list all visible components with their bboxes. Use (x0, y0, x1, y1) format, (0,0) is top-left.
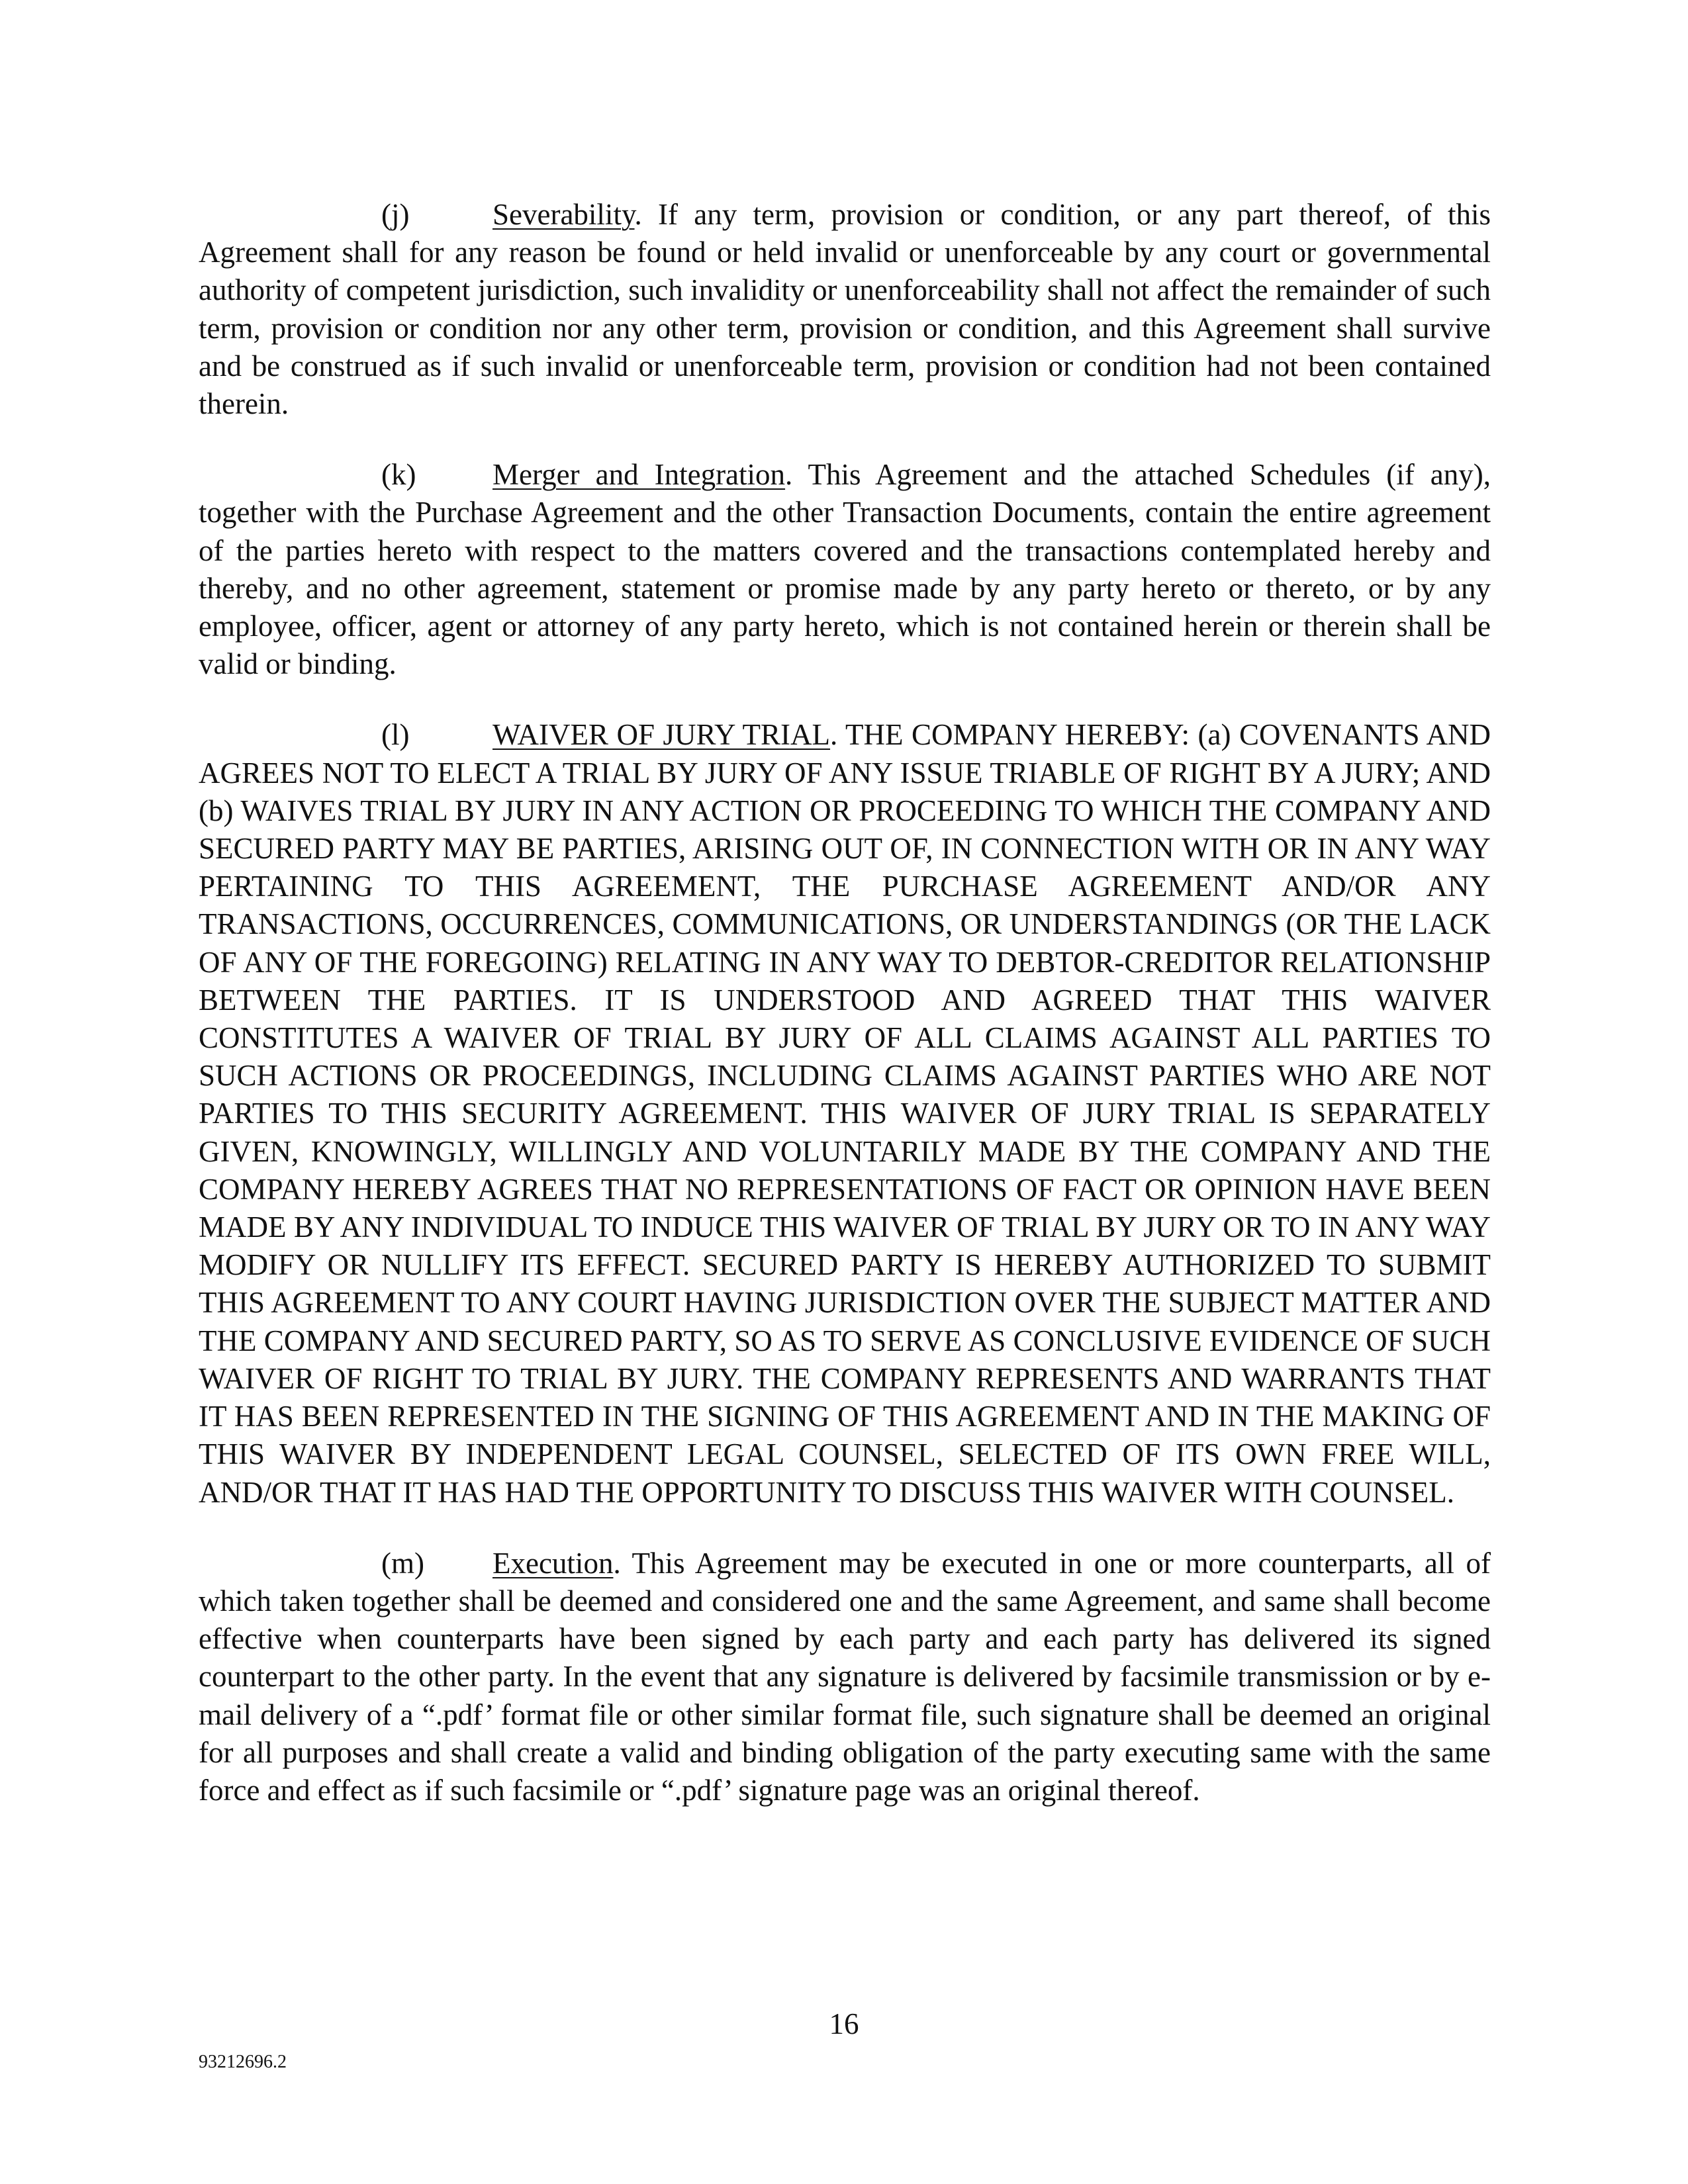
section-heading: Merger and Integration (492, 458, 786, 492)
page-number: 16 (829, 2007, 859, 2040)
section-j (199, 196, 1491, 423)
section-heading: Severability (492, 198, 635, 231)
section-body: . If any term, provision or condition, or any part thereof, of this Agreement shall for any reason be found or held invalid or unenforceable by any court or governmental authority of competent jurisdiction, such invalidity or unenforceability shall not affect the remainder of such term, provision or condition nor any other term, provision or condition, and this Agreement shall survive and be construed as if such invalid or unenforceable term, provision or condition had not been contained therein. (199, 198, 1491, 421)
section-heading: Execution (492, 1546, 614, 1580)
section-number: (k) (381, 458, 416, 492)
section-l (199, 716, 1491, 1511)
section-number: (m) (381, 1546, 424, 1580)
section-body: . This Agreement and the attached Schedules (if any), together with the Purchase Agreement and the other Transaction Documents, contain the entire agreement of the parties hereto with respect to the matters covered and the transactions contemplated hereby and thereby, and no other agreement, statement or promise made by any party hereto or thereto, or by any employee, officer, agent or attorney of any party hereto, which is not contained herein or therein shall be valid or binding. (199, 458, 1491, 681)
section-number: (l) (381, 718, 410, 752)
document-page (199, 196, 1491, 1843)
section-m (199, 1545, 1491, 1809)
document-id: 93212696.2 (199, 2052, 287, 2072)
section-number: (j) (381, 198, 410, 231)
section-k (199, 456, 1491, 683)
section-body: . This Agreement may be executed in one or more counterparts, all of which taken together shall be deemed and considered one and the same Agreement, and same shall become effective when counterparts have been signed by each party and each party has delivered its signed counterpart to the other party. In the event that any signature is delivered by facsimile transmission or by e-mail delivery of a “.pdf’ format file or other similar format file, such signature shall be deemed an original for all purposes and shall create a valid and binding obligation of the party executing same with the same force and effect as if such facsimile or “.pdf’ signature page was an original thereof. (199, 1546, 1491, 1807)
section-heading: WAIVER OF JURY TRIAL (492, 718, 831, 752)
section-body: . THE COMPANY HEREBY: (a) COVENANTS AND AGREES NOT TO ELECT A TRIAL BY JURY OF ANY ISSUE TRIABLE OF RIGHT BY A JURY; AND (b) WAIVES TRIAL BY JURY IN ANY ACTION OR PROCEEDING TO WHICH THE COMPANY AND SECURED PARTY MAY BE PARTIES, ARISING OUT OF, IN CONNECTION WITH OR IN ANY WAY PERTAINING TO THIS AGREEMENT, THE PURCHASE AGREEMENT AND/OR ANY TRANSACTIONS, OCCURRENCES, COMMUNICATIONS, OR UNDERSTANDINGS (OR THE LACK OF ANY OF THE FOREGOING) RELATING IN ANY WAY TO DEBTOR-CREDITOR RELATIONSHIP BETWEEN THE PARTIES. IT IS UNDERSTOOD AND AGREED THAT THIS WAIVER CONSTITUTES A WAIVER OF TRIAL BY JURY OF ALL CLAIMS AGAINST ALL PARTIES TO SUCH ACTIONS OR PROCEEDINGS, INCLUDING CLAIMS AGAINST PARTIES WHO ARE NOT PARTIES TO THIS SECURITY AGREEMENT. THIS WAIVER OF JURY TRIAL IS SEPARATELY GIVEN, KNOWINGLY, WILLINGLY AND VOLUNTARILY MADE BY THE COMPANY AND THE COMPANY HEREBY AGREES THAT NO REPRESENTATIONS OF FACT OR OPINION HAVE BEEN MADE BY ANY INDIVIDUAL TO INDUCE THIS WAIVER OF TRIAL BY JURY OR TO IN ANY WAY MODIFY OR NULLIFY ITS EFFECT. SECURED PARTY IS HEREBY AUTHORIZED TO SUBMIT THIS AGREEMENT TO ANY COURT HAVING JURISDICTION OVER THE SUBJECT MATTER AND THE COMPANY AND SECURED PARTY, SO AS TO SERVE AS CONCLUSIVE EVIDENCE OF SUCH WAIVER OF RIGHT TO TRIAL BY JURY. THE COMPANY REPRESENTS AND WARRANTS THAT IT HAS BEEN REPRESENTED IN THE SIGNING OF THIS AGREEMENT AND IN THE MAKING OF THIS WAIVER BY INDEPENDENT LEGAL COUNSEL, SELECTED OF ITS OWN FREE WILL, AND/OR THAT IT HAS HAD THE OPPORTUNITY TO DISCUSS THIS WAIVER WITH COUNSEL. (199, 718, 1491, 1509)
